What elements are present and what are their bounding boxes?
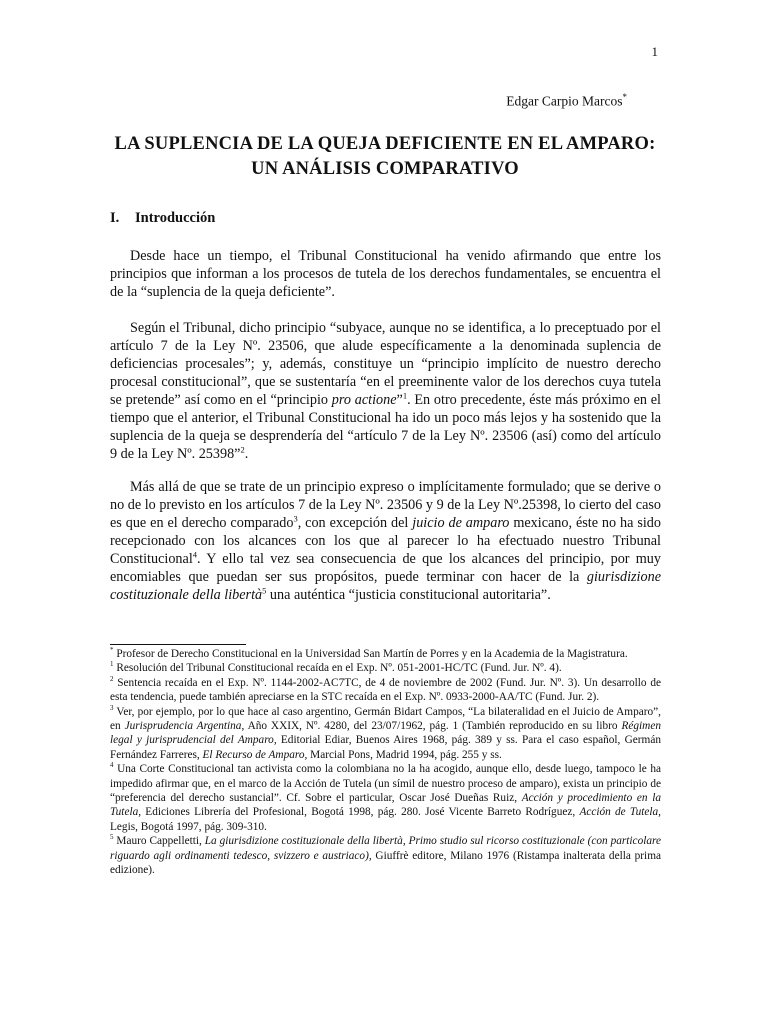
footnote-italic: Acción y procedimiento en la Tutela, [110,792,661,819]
section-heading-text: Introducción [135,210,216,226]
footnote-italic: Acción de Tutela, [579,806,661,819]
paragraph-text: . [244,446,249,462]
footnote-text: Mauro Cappelletti, [113,835,205,848]
author-line [506,92,627,110]
footnote-text: , Año XXIX, Nº. 4280, del 23/07/1962, pág. 1 (También reproducido en su libro [241,720,622,733]
footnote-text: Sentencia recaída en el Exp. Nº. 1144-2002-AC7TC, de 4 de noviembre de 2002 (Fund. Jur. Nº. 3). Un desarrollo de esta tendencia, puede también apreciarse en la STC recaída en el Exp. Nº. 0933-2000-AA/TC (Fund. Jur. 2). [110,676,661,704]
document-title: LA SUPLENCIA DE LA QUEJA DEFICIENTE EN EL AMPARO: UN ANÁLISIS COMPARATIVO [114,134,656,179]
footnote-text: Una Corte Constitucional tan activista como la colombiana no la ha acogido, aunque ello, desde luego, tampoco le ha impedido afirmar que, en el marco de la Acción de Tutela (un símil de nuestro proceso de amparo), exista un principio de “preferencia del derecho sustancial”. Cf. Sobre el particular, Oscar José Dueñas Ruiz, [110,763,661,805]
footnote-text: Legis, Bogotá 1997, pág. 309-310. [110,820,267,833]
footnotes-section [110,647,661,878]
paragraph-text: una auténtica “justicia constitucional autoritaria”. [266,587,551,603]
footnote-ref[interactable]: 5 [262,585,267,596]
footnote-italic: Jurisprudencia Argentina [124,720,242,733]
italic-term: giurisdizione costituzionale della libertà [110,569,661,603]
section-number: I. [110,210,120,226]
footnote-text: Ediciones Librería del Profesional, Bogotá 1998, pág. 280. José Vicente Barreto Rodríguez, [141,806,580,819]
paragraph-text: . En otro precedente, éste más próximo en el tiempo que el anterior, el Tribunal Constitucional ha ido un poco más lejos y ha sostenido que la suplencia de la queja se desprendería del “artículo 7 de la Ley Nº. 23506 (así) como del artículo 9 de la Ley Nº. 25398” [110,392,661,462]
footnote-text: Ver, por ejemplo, por lo que hace al caso argentino, Germán Bidart Campos, “La bilateralidad en el Juicio de Amparo”, en [110,705,661,733]
paragraph-text: Desde hace un tiempo, el Tribunal Constitucional ha venido afirmando que entre los principios que informan a los procesos de tutela de los derechos fundamentales, se encuentra el de la “suplencia de la queja deficiente”. [110,248,661,300]
footnote [110,676,661,705]
paragraph-text: , con excepción del [297,515,413,531]
footnote-mark: 5 [110,833,114,842]
footnote-italic: Régimen legal y jurisprudencial del Amparo, [110,720,661,747]
footnote-italic: La giurisdizione costituzionale della libertà, Primo studio sul ricorso costituzionale (con particolare riguardo agli ordinamenti tedesco, svizzero e austriaco), [110,835,661,862]
footnote-mark: 1 [110,660,114,669]
body-paragraph-1 [110,247,661,318]
paragraph-text: Según el Tribunal, dicho principio “subyace, aunque no se identifica, a lo preceptuado por el artículo 7 de la Ley Nº. 23506, que alude específicamente a la denominada suplencia de deficiencias procesales”; y, además, constituye un “principio implícito de nuestro derecho procesal constitucional”, que se sustentaría “en el preeminente valor de los derechos cuya tutela se pretende” así como en el “principio [110,320,661,408]
footnote-ref[interactable]: 2 [240,444,245,455]
page-number: 1 [651,44,658,59]
footnote-ref[interactable]: 4 [192,549,198,560]
footnote-divider [110,644,246,645]
italic-term: pro actione [331,392,397,408]
footnote-text: Editorial Ediar, Buenos Aires 1968, pág. 389 y ss. Para el caso español, Germán Fernández Farreres, [110,734,661,761]
body-paragraph-2 [110,319,661,480]
paragraph-text: . Y ello tal vez sea consecuencia de que los alcances del principio, por muy encomiables que puedan ser sus propósitos, puede terminar con hacer de la [110,551,661,585]
paragraph-text: mexicano, éste no ha sido recepcionado con los alcances con los que al parecer lo ha efectuado nuestro Tribunal Constitucional [110,515,661,567]
footnote [110,661,661,675]
footnote-text: Marcial Pons, Madrid 1994, pág. 255 y ss. [307,748,502,761]
footnote-text: Profesor de Derecho Constitucional en la Universidad San Martín de Porres y en la Academia de la Magistratura. [113,648,628,660]
footnote-mark: 3 [110,703,114,712]
paragraph-text: ” [396,392,403,408]
footnote [110,834,661,877]
footnote-mark: 2 [110,675,114,684]
footnote [110,762,661,834]
footnote-mark: 4 [110,761,114,770]
paragraph-text: Más allá de que se trate de un principio expreso o implícitamente formulado; que se derive o no de lo previsto en los artículos 7 de la Ley Nº. 23506 y 9 de la Ley Nº.25398, lo cierto del caso es que en el derecho comparado [110,479,661,531]
footnote-ref[interactable]: 3 [293,513,298,524]
author-name: Edgar Carpio Marcos [506,93,623,109]
footnote [110,705,661,763]
footnote-text: Resolución del Tribunal Constitucional recaída en el Exp. Nº. 051-2001-HC/TC (Fund. Jur. Nº. 4). [113,662,562,675]
author-footnote-mark: * [622,92,627,102]
footnote [110,647,661,661]
section-heading [110,210,215,227]
italic-term: juicio de amparo [412,515,510,531]
body-paragraph-3 [110,478,661,621]
footnote-ref[interactable]: 1 [402,390,408,401]
footnote-italic: El Recurso de Amparo, [202,748,308,761]
footnote-text: Giuffrè editore, Milano 1976 (Ristampa inalterata della prima edizione). [110,849,661,877]
footnote-mark: * [110,646,114,655]
